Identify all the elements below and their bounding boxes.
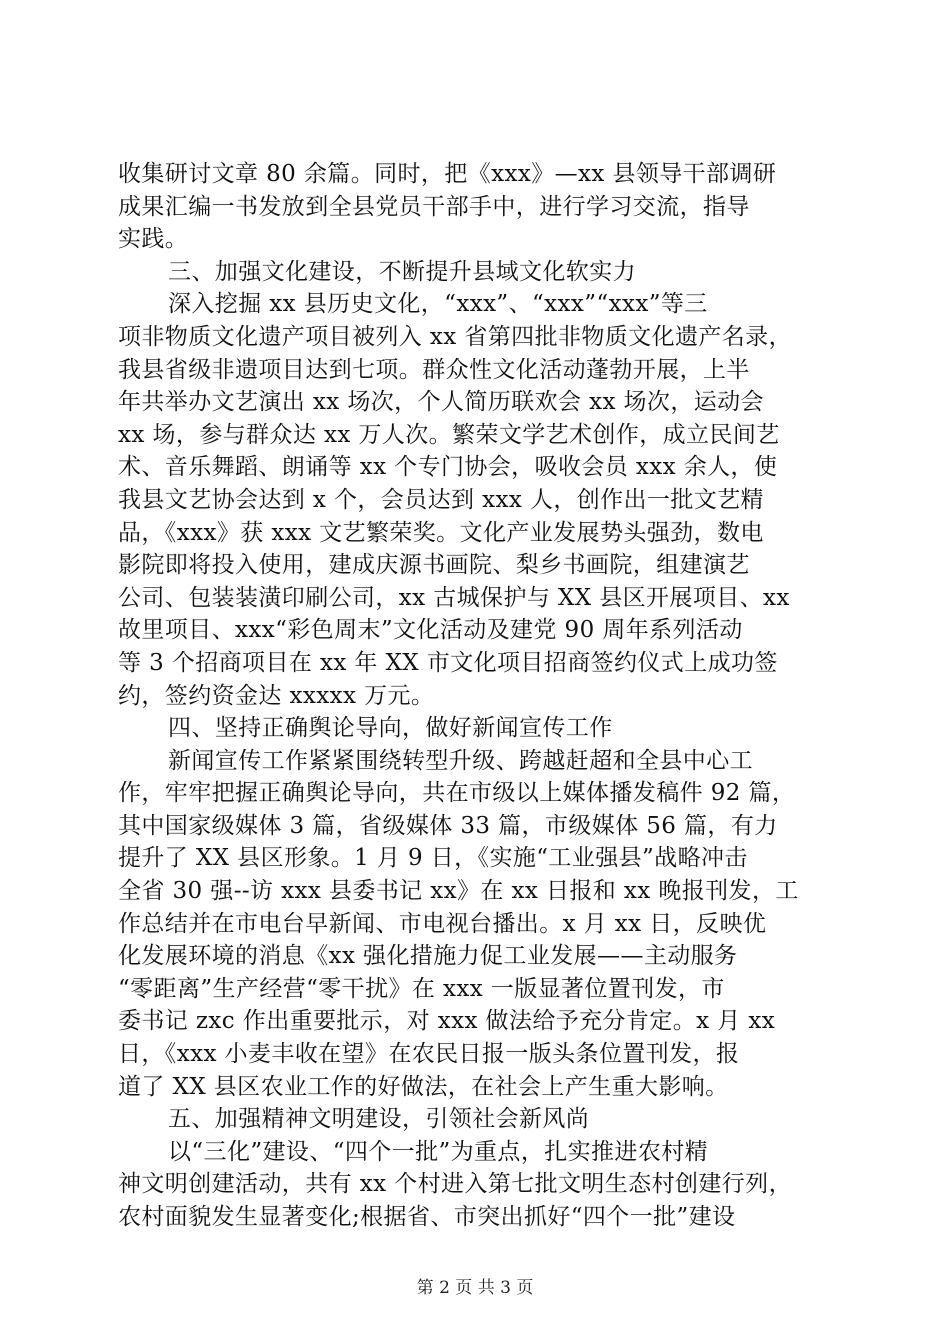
text-line: 提升了 XX 县区形象。1 月 9 日，《实施“工业强县”战略冲击 bbox=[118, 845, 748, 872]
text-line: 故里项目、xxx“彩色周末”文化活动及建党 90 周年系列活动 bbox=[118, 617, 743, 644]
text-line: 我县省级非遗项目达到七项。群众性文化活动蓬勃开展，上半 bbox=[118, 356, 750, 383]
text-line: 化发展环境的消息《xx 强化措施力促工业发展——主动服务 bbox=[118, 943, 738, 970]
text-line: “零距离”生产经营“零干扰》在 xxx 一版显著位置刊发，市 bbox=[118, 975, 725, 1002]
text-line: 日，《xxx 小麦丰收在望》在农民日报一版头条位置刊发，报 bbox=[118, 1041, 740, 1068]
text-line: 影院即将投入使用，建成庆源书画院、梨乡书画院，组建演艺 bbox=[118, 552, 750, 579]
text-line: 新闻宣传工作紧紧围绕转型升级、跨越赶超和全县中心工 bbox=[168, 747, 753, 774]
section-heading: 五、加强精神文明建设，引领社会新风尚 bbox=[168, 1106, 590, 1133]
text-line: 其中国家级媒体 3 篇，省级媒体 33 篇，市级媒体 56 篇，有力 bbox=[118, 812, 778, 839]
text-line: 项非物质文化遗产项目被列入 xx 省第四批非物质文化遗产名录， bbox=[118, 323, 792, 350]
text-line: 作总结并在市电台早新闻、市电视台播出。x 月 xx 日，反映优 bbox=[118, 910, 767, 937]
text-line: 成果汇编一书发放到全县党员干部手中，进行学习交流，指导 bbox=[118, 193, 750, 220]
text-line: 等 3 个招商项目在 xx 年 XX 市文化项目招商签约仪式上成功签 bbox=[118, 649, 778, 676]
text-line: 我县文艺协会达到 x 个，会员达到 xxx 人，创作出一批文艺精 bbox=[118, 486, 764, 513]
text-line: 年共举办文艺演出 xx 场次，个人简历联欢会 xx 场次，运动会 bbox=[118, 389, 764, 416]
text-line: 农村面貌发生显著变化;根据省、市突出抓好“四个一批”建设 bbox=[118, 1204, 736, 1230]
page-footer: 第 2 页 共 3 页 bbox=[416, 1278, 534, 1298]
text-line: 公司、包装装潢印刷公司，xx 古城保护与 XX 县区开展项目、xx bbox=[118, 584, 790, 611]
text-line: 道了 XX 县区农业工作的好做法，在社会上产生重大影响。 bbox=[118, 1073, 729, 1100]
text-line: 收集研讨文章 80 余篇。同时，把《xxx》—xx 县领导干部调研 bbox=[118, 161, 777, 187]
text-line: 委书记 zxc 作出重要批示，对 xxx 做法给予充分肯定。x 月 xx bbox=[118, 1008, 776, 1035]
text-line: 品，《xxx》获 xxx 文艺繁荣奖。文化产业发展势头强劲，数电 bbox=[118, 519, 764, 546]
text-line: 全省 30 强--访 xxx 县委书记 xx》在 xx 日报和 xx 晚报刊发，工 bbox=[118, 878, 799, 905]
text-line: 约，签约资金达 xxxxx 万元。 bbox=[118, 682, 435, 709]
text-line: 作，牢牢把握正确舆论导向，共在市级以上媒体播发稿件 92 篇， bbox=[118, 780, 796, 807]
text-line: 术、音乐舞蹈、朗诵等 xx 个专门协会，吸收会员 xxx 余人，使 bbox=[118, 454, 778, 481]
section-heading: 三、加强文化建设，不断提升县域文化软实力 bbox=[168, 258, 636, 285]
text-line: xx 场，参与群众达 xx 万人次。繁荣文学艺术创作，成立民间艺 bbox=[118, 421, 780, 448]
text-line: 以“三化”建设、“四个一批”为重点，扎实推进农村精 bbox=[168, 1138, 709, 1165]
section-heading: 四、坚持正确舆论导向，做好新闻宣传工作 bbox=[168, 715, 613, 742]
document-body bbox=[118, 158, 834, 1234]
text-line: 神文明创建活动，共有 xx 个村进入第七批文明生态村创建行列， bbox=[118, 1171, 792, 1198]
text-line: 实践。 bbox=[118, 226, 189, 253]
text-line: 深入挖掘 xx 县历史文化，“xxx”、“xxx”“xxx”等三 bbox=[168, 291, 708, 318]
